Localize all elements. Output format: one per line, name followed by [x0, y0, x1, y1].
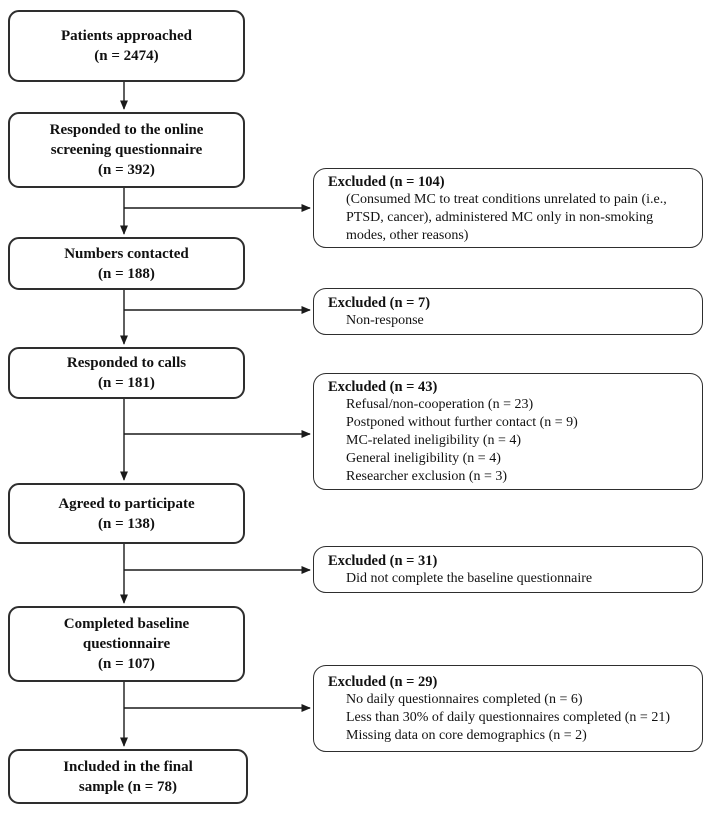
- flow-box-line: Numbers contacted: [64, 245, 189, 262]
- exclusion-detail: Less than 30% of daily questionnaires completed (n = 21): [346, 710, 670, 725]
- flow-box-line: Responded to the online: [49, 122, 204, 138]
- flow-box-count: (n = 107): [98, 656, 155, 672]
- flow-box-final-sample: [8, 749, 248, 804]
- flow-box-patients-approached: [8, 10, 245, 82]
- exclusion-detail: Refusal/non-cooperation (n = 23): [346, 397, 534, 412]
- exclusion-detail: (Consumed MC to treat conditions unrelated to pain (i.e., PTSD, cancer), administered MC only in non-smoking modes, other reasons): [346, 191, 667, 243]
- exclusion-detail: Missing data on core demographics (n = 2): [346, 728, 587, 743]
- exclusion-title: Excluded (n = 7): [328, 295, 431, 311]
- exclusion-detail: MC-related ineligibility (n = 4): [346, 433, 522, 448]
- flow-box-agreed-participate: [8, 483, 245, 544]
- exclusion-detail: Non-response: [346, 313, 424, 328]
- flow-box-line: questionnaire: [82, 636, 171, 652]
- flow-box-line: Agreed to participate: [58, 495, 195, 512]
- flow-box-count: (n = 392): [98, 162, 155, 178]
- flow-box-numbers-contacted: [8, 237, 245, 290]
- exclusion-detail: General ineligibility (n = 4): [346, 451, 501, 466]
- flow-box-line: Responded to calls: [66, 355, 187, 371]
- exclusion-box-2: [313, 288, 703, 335]
- exclusion-detail: Researcher exclusion (n = 3): [346, 469, 508, 484]
- exclusion-detail: Did not complete the baseline questionnaire: [346, 571, 593, 586]
- flow-box-count: (n = 138): [98, 515, 155, 532]
- flow-box-line: Included in the final: [63, 758, 193, 775]
- flow-box-count: sample (n = 78): [78, 778, 178, 795]
- exclusion-title: Excluded (n = 29): [328, 674, 438, 690]
- flow-box-count: (n = 2474): [94, 48, 159, 64]
- exclusion-detail: Postponed without further contact (n = 9): [346, 415, 578, 430]
- exclusion-box-4: [313, 546, 703, 593]
- flow-box-count: (n = 188): [98, 265, 155, 282]
- flow-box-baseline-questionnaire: [8, 606, 245, 682]
- flow-box-line: Patients approached: [61, 28, 192, 44]
- flow-box-count: (n = 181): [98, 375, 155, 391]
- exclusion-box-1: [313, 168, 703, 248]
- exclusion-title: Excluded (n = 31): [328, 553, 438, 569]
- flow-box-responded-calls: [8, 347, 245, 399]
- exclusion-box-5: [313, 665, 703, 752]
- flow-box-line: screening questionnaire: [50, 142, 203, 158]
- exclusion-title: Excluded (n = 43): [328, 379, 438, 395]
- exclusion-title: Excluded (n = 104): [328, 173, 445, 190]
- flow-box-online-screening: [8, 112, 245, 188]
- exclusion-detail: No daily questionnaires completed (n = 6): [346, 692, 583, 707]
- exclusion-box-3: [313, 373, 703, 490]
- flow-box-line: Completed baseline: [63, 616, 190, 632]
